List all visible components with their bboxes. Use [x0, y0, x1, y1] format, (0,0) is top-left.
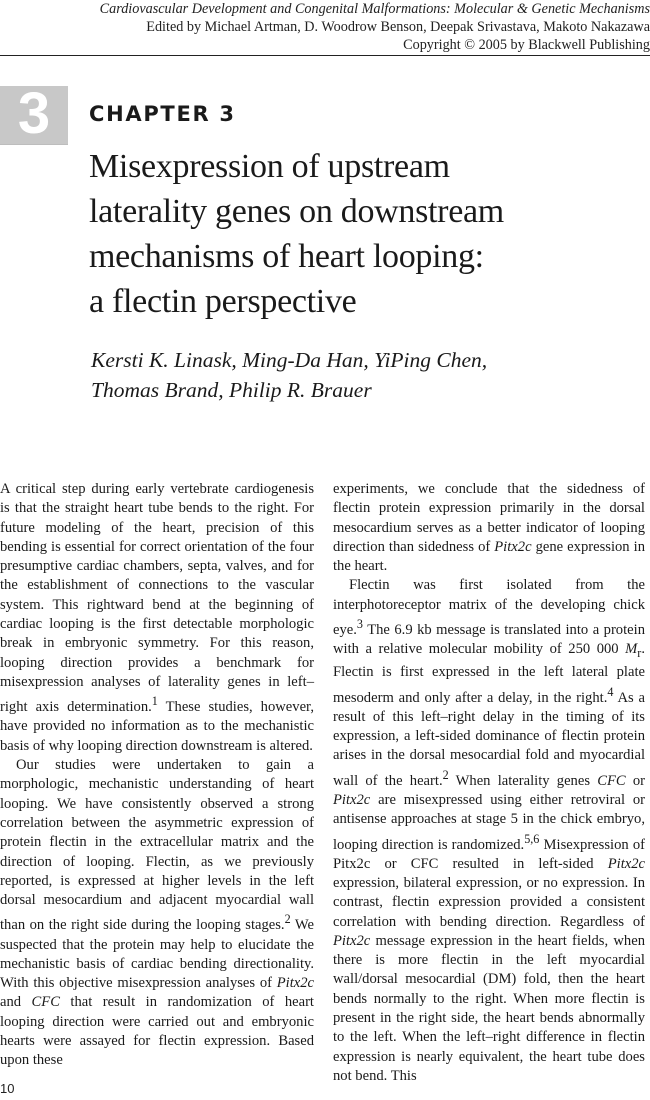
- editors-line: Edited by Michael Artman, D. Woodrow Benson, Deepak Srivastava, Makoto Nakazawa: [146, 19, 650, 35]
- title-line: a flectin perspective: [89, 283, 357, 320]
- chapter-title: [89, 144, 649, 324]
- header-rule: [0, 55, 650, 56]
- body-column-right: [333, 480, 645, 1086]
- author-list: [91, 345, 487, 405]
- body-paragraph: Flectin was first isolated from the interphotoreceptor matrix of the developing chick eye.$^3$ The 6.9 kb message is translated into a protein with a relative molecular mobility of 250 000 $M_r$. Flectin is first expressed in the left lateral plate mesoderm and only after a delay, in the right.$^4$ As a result of this left–right delay in the timing of its expression, a left-sided dominance of flectin protein arises in the dorsal mesocardial fold and myocardial wall of the heart.$^2$ When laterality genes CFC or Pitx2c are misexpressed using either retroviral or antisense approaches at stage 5 in the chick embryo, looping direction is randomized.$^{5,6}$ Misexpression of Pitx2c or CFC resulted in left-sided Pitx2c expression, bilateral expression, or no expression. In contrast, flectin expression provided a consistent correlation with bending direction. Regardless of Pitx2c message expression in the heart fields, when there is more flectin in the left myocardial wall/dorsal mesocardial (DM) fold, then the heart bends normally to the right. When more flectin is present in the right side, the heart bends abnormally to the left. When the left–right difference in flectin expression is nearly equivalent, the heart tube does not bend. This: [333, 577, 646, 1084]
- title-line: laterality genes on downstream: [89, 193, 504, 230]
- chapter-label: CHAPTER 3: [89, 102, 236, 126]
- running-header: [100, 0, 650, 54]
- title-line: Misexpression of upstream: [89, 148, 450, 185]
- journal-title: Cardiovascular Development and Congenital Malformations: Molecular & Genetic Mechanisms: [99, 1, 650, 17]
- author-line: Kersti K. Linask, Ming-Da Han, YiPing Chen,: [91, 348, 488, 372]
- body-paragraph: experiments, we conclude that the sidedness of flectin protein expression primarily in the dorsal mesocardium serves as a better indicator of looping direction than sidedness of Pitx2c gene expression in the heart.: [333, 481, 645, 575]
- chapter-number: 3: [17, 81, 51, 146]
- copyright-line: Copyright © 2005 by Blackwell Publishing: [403, 37, 650, 53]
- body-paragraph: A critical step during early vertebrate cardiogenesis is that the straight heart tube bends to the right. For future modeling of the heart, precision of this bending is essential for correct orientation of the four presumptive cardiac chambers, septa, valves, and for the establishment of connections to the vascular system. This rightward bend at the beginning of cardiac looping is the first detectable morphologic break in embryonic symmetry. For this reason, looping direction provides a benchmark for misexpression analyses of laterality genes in left–right axis determination.$^1$ These studies, however, have provided no information as to the mechanistic basis of why looping direction downstream is altered.: [0, 481, 314, 754]
- body-column-left: [0, 480, 314, 1071]
- body-paragraph: Our studies were undertaken to gain a morphologic, mechanistic understanding of heart looping. We have consistently observed a strong correlation between the asymmetric expression of protein flectin in the extracellular matrix and the direction of looping. Flectin, as we previously reported, is expressed at higher levels in the left dorsal mesocardium and adjacent myocardial wall than on the right side during the looping stages.$^2$ We suspected that the protein may help to elucidate the mechanistic basis of cardiac bending directionality. With this objective misexpression analyses of Pitx2c and CFC that result in randomization of heart looping direction were carried out and embryonic hearts were assayed for flectin expression. Based upon these: [0, 757, 314, 1069]
- author-line: Thomas Brand, Philip R. Brauer: [91, 378, 372, 402]
- title-line: mechanisms of heart looping:: [89, 238, 484, 275]
- page-number: 10: [0, 1081, 15, 1096]
